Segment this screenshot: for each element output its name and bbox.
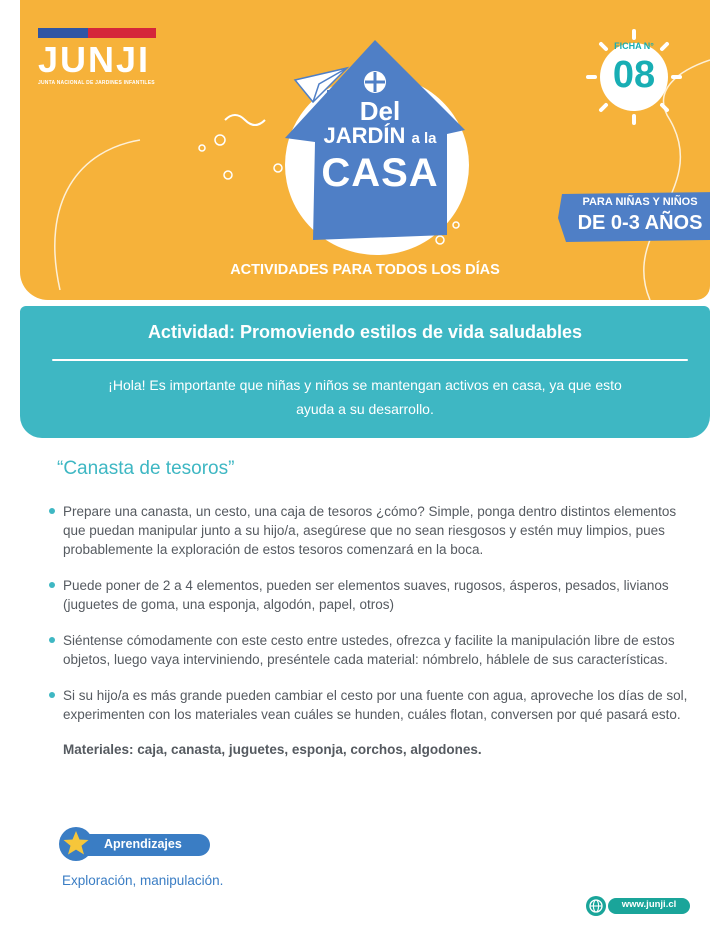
learning-badge <box>58 826 218 862</box>
divider <box>52 359 688 361</box>
list-item-text: Prepare una canasta, un cesto, una caja de tesoros ¿cómo? Simple, ponga dentro distintos elementos que puedan manipular junto a su hijo/a, asegúrese que no sean riesgosos y estén muy limpios, pues probablemente la exploración de estos tesoros comenzará en la boca. <box>63 504 677 557</box>
ficha-label: FICHA N° <box>614 41 654 51</box>
title-jardin: JARDÍN <box>323 123 406 148</box>
header-banner <box>20 0 710 300</box>
junji-logo <box>38 28 158 86</box>
logo-flag <box>38 28 156 38</box>
activity-banner <box>20 306 710 438</box>
activity-title: Actividad: Promoviendo estilos de vida saludables <box>147 322 583 342</box>
list-item-text: Puede poner de 2 a 4 elementos, pueden ser elementos suaves, rugosos, ásperos, pesados, livianos (juguetes de goma, una esponja, algodón, papel, otros) <box>63 578 669 612</box>
bullet-dot <box>49 508 55 514</box>
age-line-2: DE 0-3 AÑOS <box>577 212 703 234</box>
age-badge <box>540 190 710 244</box>
title-line-1: Del <box>359 96 401 126</box>
star-icon <box>58 826 96 862</box>
ficha-number: 08 <box>612 54 656 96</box>
bullet-dot <box>49 637 55 643</box>
materials-text: Materiales: caja, canasta, juguetes, esponja, corchos, algodones. <box>63 742 482 757</box>
main-title <box>310 98 450 195</box>
bullet-dot <box>49 582 55 588</box>
section-title: “Canasta de tesoros” <box>57 458 235 479</box>
tagline: ACTIVIDADES PARA TODOS LOS DÍAS <box>230 262 500 278</box>
bullet-dot <box>49 692 55 698</box>
title-line-2 <box>310 124 450 151</box>
activity-intro: ¡Hola! Es importante que niñas y niños se mantengan activos en casa, ya que esto ayuda a su desarrollo. <box>108 377 622 417</box>
list-item <box>48 631 698 669</box>
list-item <box>48 576 698 614</box>
globe-icon <box>586 896 606 916</box>
title-line-3: CASA <box>321 151 439 195</box>
list-item <box>48 686 698 724</box>
list-item-text: Siéntense cómodamente con este cesto entre ustedes, ofrezca y facilite la manipulación libre de estos objetos, luego vaya interviniendo, preséntele cada material: nómbrelo, háblele de sus características. <box>63 633 675 667</box>
website-link[interactable]: www.junji.cl <box>621 899 677 910</box>
learning-text: Exploración, manipulación. <box>62 873 224 888</box>
title-a-la: a la <box>411 130 437 147</box>
age-line-1: PARA NIÑAS Y NIÑOS <box>582 196 698 208</box>
logo-subtitle: JUNTA NACIONAL DE JARDINES INFANTILES <box>38 80 155 86</box>
website-badge[interactable] <box>586 896 690 916</box>
list-item <box>48 502 698 559</box>
instructions-list <box>48 502 698 741</box>
list-item-text: Si su hijo/a es más grande pueden cambiar el cesto por una fuente con agua, aproveche los días de sol, experimenten con los materiales vean cuáles se hunden, cuáles flotan, conversen por qué pasará esto. <box>63 688 688 722</box>
learning-label: Aprendizajes <box>104 837 182 851</box>
logo-name: JUNJI <box>38 39 151 80</box>
ficha-badge <box>585 27 683 125</box>
